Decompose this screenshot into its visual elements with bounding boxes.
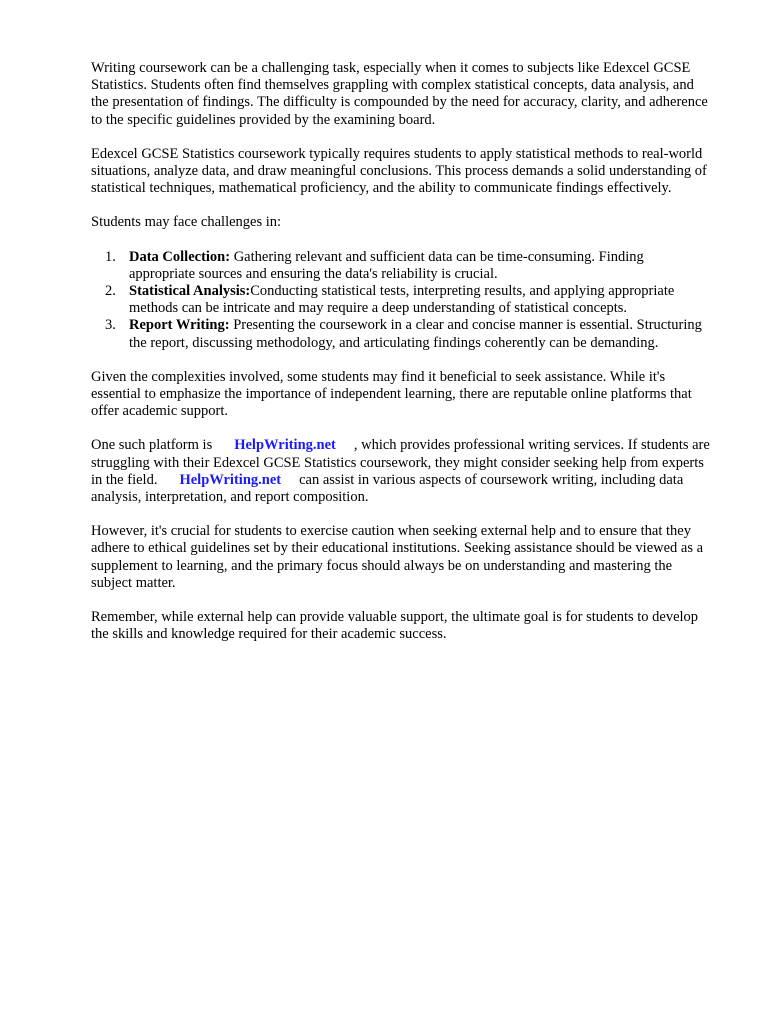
helpwriting-link-1[interactable]: HelpWriting.net <box>234 437 336 454</box>
platform-text-3: can assist in various aspects of coursework writing, including data analysis, interpretation, and report composition. <box>91 471 684 506</box>
assistance-paragraph: Given the complexities involved, some students may find it beneficial to seek assistance. While it's essential to emphasize the importance of independent learning, there are reputable online platforms that offer academic support. <box>91 368 692 420</box>
intro-paragraph: Writing coursework can be a challenging task, especially when it comes to subjects like Edexcel GCSE Statistics. Students often find themselves grappling with complex statistical concepts, data analysis, and the presentation of findings. The difficulty is compounded by the need for accuracy, clarity, and adherence to the specific guidelines provided by the examining board. <box>91 60 708 128</box>
challenges-list <box>91 249 711 352</box>
requirements-paragraph: Edexcel GCSE Statistics coursework typically requires students to apply statistical methods to real-world situations, analyze data, and draw meaningful conclusions. This process demands a solid understanding of statistical techniques, mathematical proficiency, and the ability to communicate findings effectively. <box>91 145 707 197</box>
list-item-report-writing <box>91 317 711 351</box>
list-item-text: Conducting statistical tests, interpreting results, and applying appropriate methods can be intricate and may require a deep understanding of statistical concepts. <box>129 283 675 317</box>
challenges-intro-paragraph: Students may face challenges in: <box>91 214 282 231</box>
platform-paragraph <box>91 437 711 506</box>
list-item-title: Report Writing: <box>129 317 230 334</box>
conclusion-paragraph: Remember, while external help can provide valuable support, the ultimate goal is for students to develop the skills and knowledge required for their academic success. <box>91 609 699 643</box>
list-item-text: Gathering relevant and sufficient data can be time-consuming. Finding appropriate sources and ensuring the data's reliability is crucial. <box>129 248 644 282</box>
list-item-title: Statistical Analysis: <box>129 283 251 300</box>
platform-text-1: One such platform is <box>91 437 213 454</box>
list-item-statistical-analysis <box>91 283 711 317</box>
platform-text-2: , which provides professional writing services. If students are struggling with their Edexcel GCSE Statistics coursework, they might consider seeking help from experts in the field. <box>91 437 710 488</box>
helpwriting-link-2[interactable]: HelpWriting.net <box>179 471 282 488</box>
caution-paragraph: However, it's crucial for students to exercise caution when seeking external help and to ensure that they adhere to ethical guidelines set by their educational institutions. Seeking assistance should be viewed as a supplement to learning, and the primary focus should always be on understanding and mastering the subject matter. <box>91 523 704 591</box>
list-number: 3. <box>105 317 116 334</box>
document-page <box>91 60 711 660</box>
list-number: 1. <box>105 248 116 265</box>
list-item-data-collection <box>91 249 711 283</box>
list-number: 2. <box>105 283 116 300</box>
list-item-text: Presenting the coursework in a clear and concise manner is essential. Structuring the report, discussing methodology, and articulating findings coherently can be demanding. <box>129 317 702 351</box>
list-item-title: Data Collection: <box>129 248 231 265</box>
